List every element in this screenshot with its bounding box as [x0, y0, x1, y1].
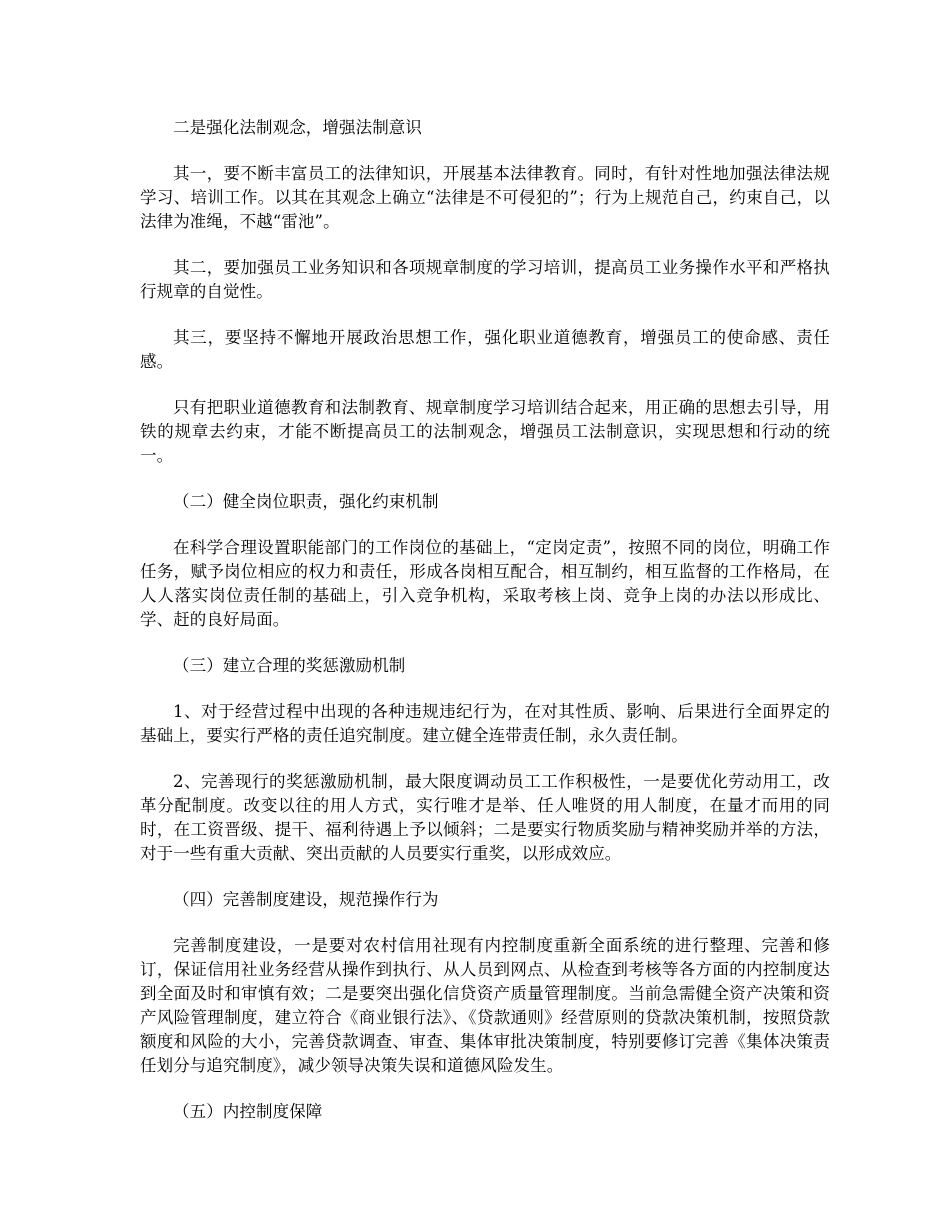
paragraph-business-training: 其二，要加强员工业务知识和各项规章制度的学习培训，提高员工业务操作水平和严格执行规章的自觉性。	[140, 258, 830, 301]
section-heading-legal-awareness: 二是强化法制观念，增强法制意识	[173, 118, 422, 137]
paragraph-ethics-education: 其三，要坚持不懈地开展政治思想工作，强化职业道德教育，增强员工的使命感、责任感。	[140, 328, 830, 371]
paragraph-incentive-mechanism: 2、完善现行的奖惩激励机制，最大限度调动员工工作积极性，一是要优化劳动用工，改革分配制度。改变以往的用人方式，实行唯才是举、任人唯贤的用人制度，在量才而用的同时，在工资晋级、提干、福利待遇上予以倾斜；二是要实行物质奖励与精神奖励并举的方法，对于一些有重大贡献、突出贡献的人员要实行重奖，以形成效应。	[140, 772, 830, 863]
paragraph-post-responsibility: 在科学合理设置职能部门的工作岗位的基础上，“定岗定责”，按照不同的岗位，明确工作任务，赋予岗位相应的权力和责任，形成各岗相互配合，相互制约，相互监督的工作格局，在人人落实岗位责任制的基础上，引入竞争机构，采取考核上岗、竞争上岗的办法以形成比、学、赶的良好局面。	[140, 538, 830, 629]
section-heading-internal-control: （五）内控制度保障	[173, 1102, 323, 1121]
section-heading-system-building: （四）完善制度建设，规范操作行为	[173, 890, 439, 909]
document-page	[140, 116, 830, 1146]
paragraph-combined-education: 只有把职业道德教育和法制教育、规章制度学习培训结合起来，用正确的思想去引导，用铁的规章去约束，才能不断提高员工的法制观念，增强员工法制意识，实现思想和行动的统一。	[140, 398, 830, 465]
section-heading-incentives: （三）建立合理的奖惩激励机制	[173, 656, 406, 675]
paragraph-system-improvement: 完善制度建设，一是要对农村信用社现有内控制度重新全面系统的进行整理、完善和修订，保证信用社业务经营从操作到执行、从人员到网点、从检查到考核等各方面的内控制度达到全面及时和审慎有效；二是要突出强化信贷资产质量管理制度。当前急需健全资产决策和资产风险管理制度，建立符合《商业银行法》、《贷款通则》经营原则的贷款决策机制，按照贷款额度和风险的大小，完善贷款调查、审查、集体审批决策制度，特别要修订完善《集体决策责任划分与追究制度》，减少领导决策失误和道德风险发生。	[140, 936, 830, 1075]
paragraph-accountability: 1、对于经营过程中出现的各种违规违纪行为，在对其性质、影响、后果进行全面界定的基础上，要实行严格的责任追究制度。建立健全连带责任制，永久责任制。	[140, 702, 830, 745]
paragraph-legal-knowledge: 其一，要不断丰富员工的法律知识，开展基本法律教育。同时，有针对性地加强法律法规学习、培训工作。以其在其观念上确立“法律是不可侵犯的”；行为上规范自己，约束自己，以法律为准绳，不越“雷池”。	[140, 164, 830, 231]
section-heading-job-duties: （二）健全岗位职责，强化约束机制	[173, 492, 439, 511]
